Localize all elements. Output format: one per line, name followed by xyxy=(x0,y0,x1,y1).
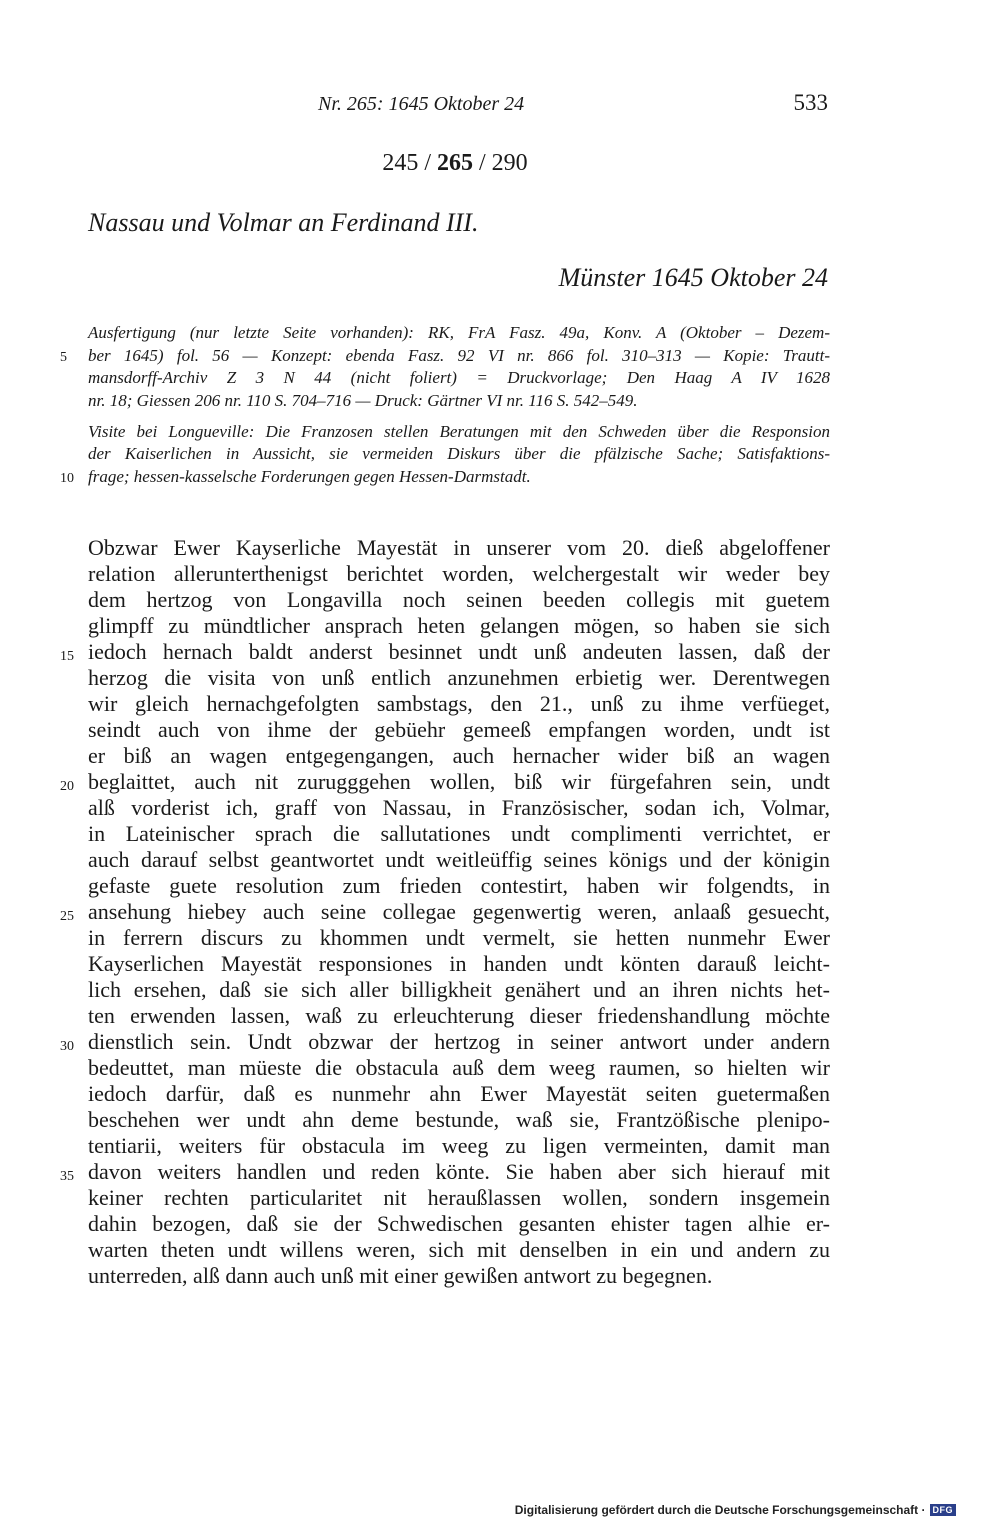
line-text: alß vorderist ich, graff von Nassau, in Französischer, sodan ich, Volmar, xyxy=(88,795,830,820)
separator: / xyxy=(473,150,492,176)
body-line xyxy=(88,1237,830,1263)
summary-note xyxy=(60,421,830,488)
line-text: Obzwar Ewer Kayserliche Mayestät in unserer vom 20. dieß abgeloffener xyxy=(88,535,830,560)
line-text: bedeuttet, man müeste die obstacula auß dem weeg raumen, so hielten wir xyxy=(88,1055,830,1080)
digitization-footer xyxy=(515,1503,956,1517)
body-line xyxy=(88,977,830,1003)
letter-body xyxy=(60,535,830,1289)
body-line xyxy=(88,561,830,587)
body-line xyxy=(88,743,830,769)
place-and-date: Münster 1645 Oktober 24 xyxy=(558,263,828,292)
document-number-line xyxy=(0,150,910,177)
running-header: Nr. 265: 1645 Oktober 24 xyxy=(318,93,525,115)
line-text: tentiarii, weiters für obstacula im weeg zu ligen vermeinten, damit man xyxy=(88,1133,830,1158)
dfg-logo: DFG xyxy=(930,1504,957,1516)
document-title: Nassau und Volmar an Ferdinand III. xyxy=(88,208,479,237)
body-line xyxy=(88,1107,830,1133)
body-line xyxy=(88,1185,830,1211)
line-text: in ferrern discurs zu khommen undt vermelt, sie hetten nunmehr Ewer xyxy=(88,925,830,950)
line-text: der Kaiserlichen in Aussicht, sie vermeiden Diskurs über die pfälzische Sache; Satisfaktions- xyxy=(88,444,830,464)
body-line xyxy=(88,1055,830,1081)
line-text: relation allerunterthenigst berichtet worden, welchergestalt wir weder bey xyxy=(88,561,830,586)
line-text: Visite bei Longueville: Die Franzosen stellen Beratungen mit den Schweden über die Responsion xyxy=(88,422,830,441)
page-number: 533 xyxy=(793,90,828,115)
line-text: glimpff zu mündtlicher ansprach heten gelangen mögen, so haben sie sich xyxy=(88,613,830,638)
line-text: ten erwenden lassen, waß zu erleuchterung dieser friedenshandlung möchte xyxy=(88,1003,830,1028)
source-line xyxy=(88,322,830,345)
body-line xyxy=(60,1159,830,1185)
line-text: keiner rechten particularitet nit heraußlassen wollen, sondern insgemein xyxy=(88,1185,830,1210)
line-text: frage; hessen-kasselsche Forderungen gegen Hessen-Darmstadt. xyxy=(88,466,531,486)
body-line xyxy=(88,795,830,821)
line-number: 15 xyxy=(60,649,74,664)
current-document-number: 265 xyxy=(437,150,473,176)
line-text: er biß an wagen entgegengangen, auch hernacher wider biß an wagen xyxy=(88,743,830,768)
line-text: beschehen wer undt ahn deme bestunde, waß sie, Frantzößische plenipo- xyxy=(88,1107,830,1132)
line-text: wir gleich hernachgefolgten sambstags, den 21., unß zu ihme verfüeget, xyxy=(88,691,830,716)
body-line xyxy=(88,1263,830,1289)
body-line xyxy=(88,925,830,951)
body-line xyxy=(60,899,830,925)
body-line xyxy=(60,769,830,795)
body-line xyxy=(88,1133,830,1159)
previous-document-number: 245 xyxy=(382,150,419,176)
line-number: 30 xyxy=(60,1039,74,1054)
line-number: 35 xyxy=(60,1169,74,1184)
line-text: herzog die visita von unß entlich anzunehmen erbietig wer. Derentwegen xyxy=(88,665,830,690)
line-text: lich ersehen, daß sie sich aller billigkheit genähert und an ihren nichts het- xyxy=(88,977,830,1002)
source-line xyxy=(60,345,830,368)
summary-line xyxy=(88,421,830,443)
footer-text: Digitalisierung gefördert durch die Deutsche Forschungsgemeinschaft · xyxy=(514,1503,926,1517)
body-line xyxy=(88,665,830,691)
line-number: 5 xyxy=(60,349,67,365)
line-text: gefaste guete resolution zum frieden contestirt, haben wir folgendts, in xyxy=(88,873,830,898)
line-text: warten theten undt willens weren, sich mit denselben in ein und andern zu xyxy=(88,1237,830,1262)
source-line xyxy=(88,390,830,413)
body-line xyxy=(60,639,830,665)
line-number: 25 xyxy=(60,909,74,924)
line-number: 20 xyxy=(60,779,74,794)
body-line xyxy=(88,951,830,977)
line-text: ansehung hiebey auch seine collegae gegenwertig weren, anlaaß gesuecht, xyxy=(88,899,830,924)
line-text: beglaittet, auch nit zurugggehen wollen, biß wir fürgefahren sein, undt xyxy=(88,769,830,794)
body-line xyxy=(88,1081,830,1107)
summary-line xyxy=(88,443,830,465)
line-text: Ausfertigung (nur letzte Seite vorhanden): RK, FrA Fasz. 49a, Konv. A (Oktober – Dezem- xyxy=(88,323,830,342)
summary-line xyxy=(60,466,830,488)
body-line xyxy=(88,717,830,743)
source-line xyxy=(88,367,830,390)
line-number: 10 xyxy=(60,470,74,486)
line-text: nr. 18; Giessen 206 nr. 110 S. 704–716 — Druck: Gärtner VI nr. 116 S. 542–549. xyxy=(88,391,638,411)
line-text: dem hertzog von Longavilla noch seinen beeden collegis mit guetem xyxy=(88,587,830,612)
line-text: dienstlich sein. Undt obzwar der hertzog in seiner antwort under andern xyxy=(88,1029,830,1054)
line-text: davon weiters handlen und reden könte. Sie haben aber sich hierauf mit xyxy=(88,1159,830,1184)
source-note xyxy=(60,322,830,413)
body-line xyxy=(88,587,830,613)
line-text: unterreden, alß dann auch unß mit einer gewißen antwort zu begegnen. xyxy=(88,1263,713,1288)
body-line xyxy=(88,613,830,639)
body-line xyxy=(88,535,830,561)
separator: / xyxy=(418,150,437,176)
body-line xyxy=(88,873,830,899)
next-document-number: 290 xyxy=(491,150,528,176)
body-line xyxy=(88,821,830,847)
body-line xyxy=(60,1029,830,1055)
body-line xyxy=(88,847,830,873)
line-text: mansdorff-Archiv Z 3 N 44 (nicht foliert) = Druckvorlage; Den Haag A IV 1628 xyxy=(88,368,830,388)
line-text: iedoch darfür, daß es nunmehr ahn Ewer Mayestät seiten guetermaßen xyxy=(88,1081,830,1106)
line-text: seindt auch von ihme der gebüehr gemeeß empfangen worden, undt ist xyxy=(88,717,830,742)
line-text: auch darauf selbst geantwortet undt weitleüffig seines königs und der königin xyxy=(88,847,830,872)
body-line xyxy=(88,1003,830,1029)
line-text: ber 1645) fol. 56 — Konzept: ebenda Fasz. 92 VI nr. 866 fol. 310–313 — Kopie: Trautt- xyxy=(88,345,830,365)
line-text: in Lateinischer sprach die sallutationes undt complimenti verrichtet, er xyxy=(88,821,830,846)
body-line xyxy=(88,691,830,717)
line-text: iedoch hernach baldt anderst besinnet undt unß andeuten lassen, daß der xyxy=(88,639,830,664)
body-line xyxy=(88,1211,830,1237)
line-text: dahin bezogen, daß sie der Schwedischen gesanten ehister tagen alhie er- xyxy=(88,1211,830,1236)
line-text: Kayserlichen Mayestät responsiones in handen undt könten darauß leicht- xyxy=(88,951,830,976)
